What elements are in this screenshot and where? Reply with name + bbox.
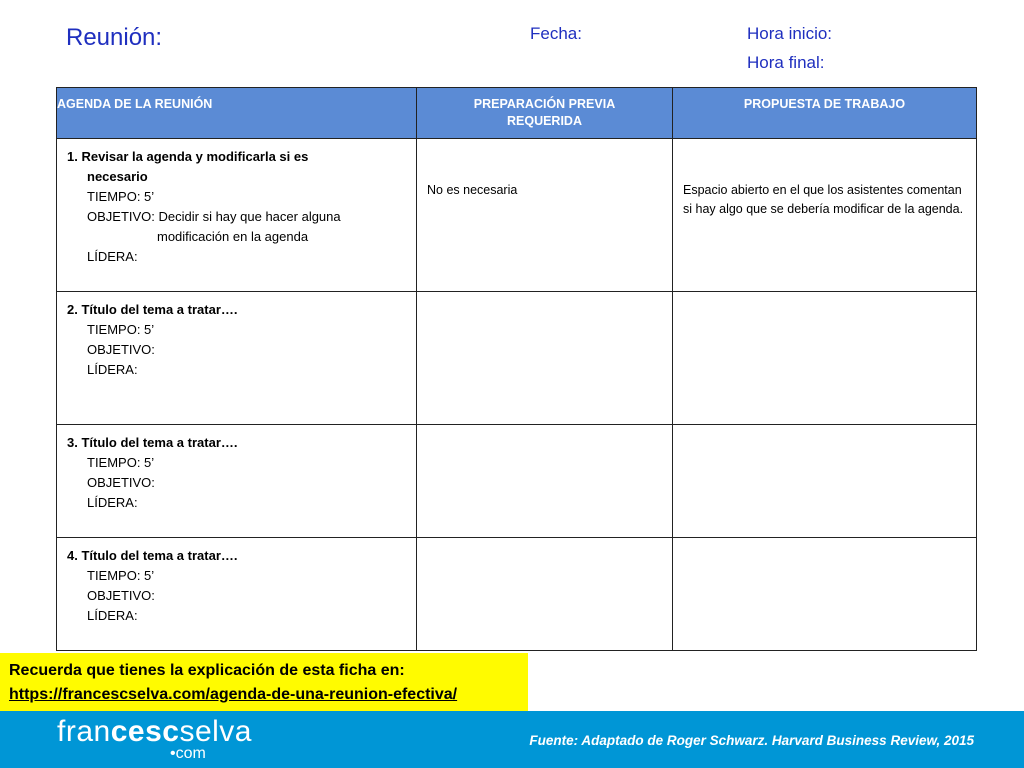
fecha-label: Fecha: (530, 24, 582, 43)
agenda-item-cell (57, 538, 417, 651)
table-header-row (57, 88, 977, 139)
item-lidera: LÍDERA: (87, 608, 138, 623)
logo-part-2: cesc (110, 715, 180, 748)
item-tiempo: TIEMPO: 5’ (87, 189, 155, 204)
preparacion-cell (417, 139, 673, 292)
item-title: 3. Título del tema a tratar…. (67, 435, 238, 450)
item-lidera: LÍDERA: (87, 249, 138, 264)
item-title: 1. Revisar la agenda y modificarla si es (67, 149, 309, 164)
column-header-propuesta: PROPUESTA DE TRABAJO (673, 88, 977, 139)
item-tiempo: TIEMPO: 5’ (87, 455, 155, 470)
preparacion-cell (417, 292, 673, 425)
item-objetivo: OBJETIVO: (87, 588, 155, 603)
propuesta-cell (673, 538, 977, 651)
propuesta-cell (673, 292, 977, 425)
item-title: 4. Título del tema a tratar…. (67, 548, 238, 563)
item-tiempo: TIEMPO: 5’ (87, 322, 155, 337)
table-row (57, 139, 977, 292)
column-header-preparacion: PREPARACIÓN PREVIA REQUERIDA (417, 88, 673, 139)
table-row (57, 538, 977, 651)
hora-inicio-label: Hora inicio: (747, 24, 833, 43)
item-objetivo: OBJETIVO: (87, 475, 155, 490)
agenda-table (56, 87, 977, 651)
preparacion-cell (417, 538, 673, 651)
footer-bar (0, 711, 1024, 768)
notice-box (0, 653, 528, 711)
logo-domain: •com (170, 745, 206, 762)
item-objetivo: OBJETIVO: Decidir si hay que hacer alguna (87, 209, 341, 224)
logo-part-1: fran (57, 715, 111, 748)
source-citation: Fuente: Adaptado de Roger Schwarz. Harvard Business Review, 2015 (529, 733, 974, 748)
agenda-item-cell (57, 425, 417, 538)
item-objetivo: OBJETIVO: (87, 342, 155, 357)
logo-part-3: selva (179, 715, 252, 748)
item-title-cont: necesario (87, 169, 148, 184)
notice-text: Recuerda que tienes la explicación de esta ficha en: (9, 662, 405, 679)
preparacion-cell (417, 425, 673, 538)
propuesta-cell (673, 425, 977, 538)
hora-final-label: Hora final: (747, 53, 825, 72)
item-lidera: LÍDERA: (87, 362, 138, 377)
article-link[interactable]: https://francescselva.com/agenda-de-una-reunion-efectiva/ (9, 686, 458, 703)
item-lidera: LÍDERA: (87, 495, 138, 510)
preparacion-text: No es necesaria (427, 183, 518, 197)
item-objetivo-cont: modificación en la agenda (157, 229, 309, 244)
brand-logo (57, 717, 252, 747)
propuesta-cell (673, 139, 977, 292)
item-title: 2. Título del tema a tratar…. (67, 302, 238, 317)
agenda-item-cell (57, 139, 417, 292)
item-tiempo: TIEMPO: 5’ (87, 568, 155, 583)
agenda-item-cell (57, 292, 417, 425)
propuesta-text: Espacio abierto en el que los asistentes comentan si hay algo que se debería modificar de la agenda. (683, 183, 964, 216)
table-row (57, 425, 977, 538)
page-title: Reunión: (66, 24, 163, 51)
table-row (57, 292, 977, 425)
column-header-agenda: AGENDA DE LA REUNIÓN (57, 88, 417, 139)
